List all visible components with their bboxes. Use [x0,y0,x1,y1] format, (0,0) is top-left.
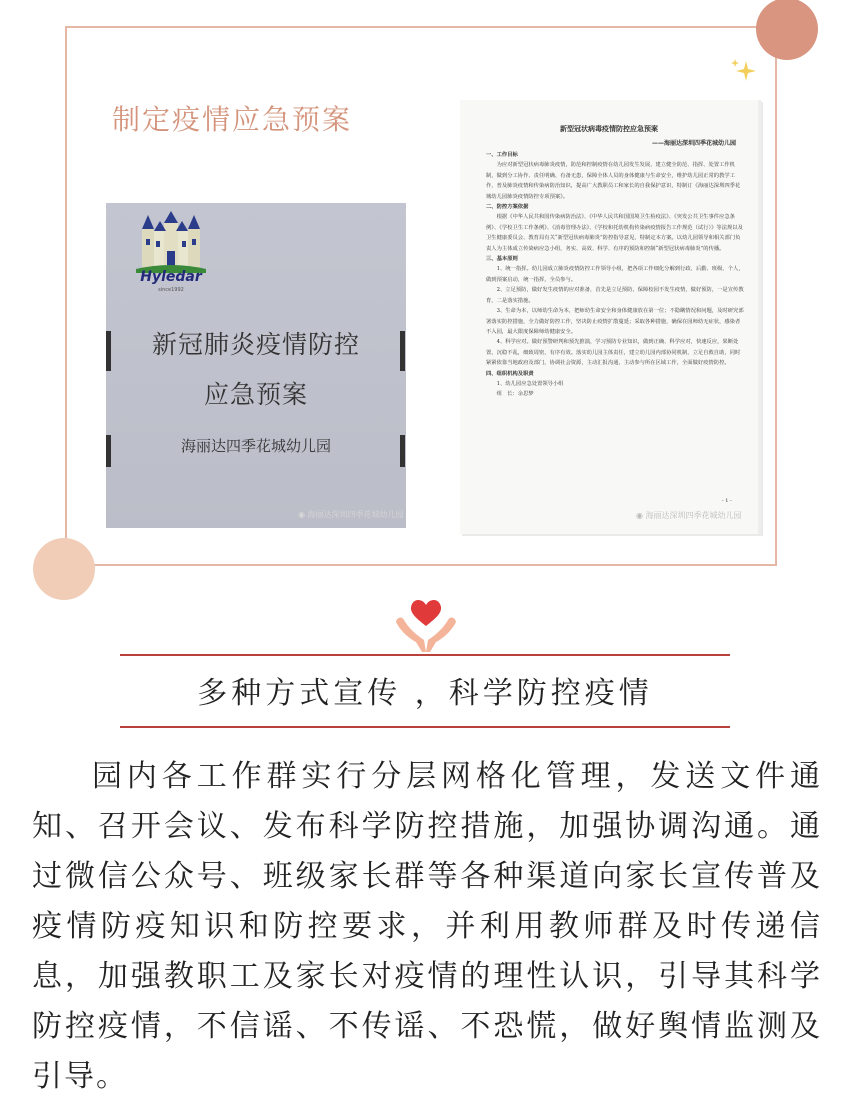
document-paragraph: 1、幼儿园应急处置领导小组 [496,380,564,387]
document-paragraph: 根据《中华人民共和国传染病防治法》、《中华人民共和国国境卫生检疫法》、《突发公共卫生事件应急条例》、《学校卫生工作条例》、《消毒管理办法》、《学校和托幼机构传染病疫情报告工作规范（试行）》等法规以及卫生健康委员会、教育局有关“新型冠状病毒肺炎”防控指导意见，特制定本方案。以幼儿园领导和相关部门负责人为主体成立传染病应急小组，务实、高效、科学、有序的预防和控制“新型冠状病毒肺炎”的传播。 [486,214,743,252]
document-body [486,150,744,400]
document-paragraph: 3、生命为本，以师幼生命为本，把师幼生命安全和身体健康放在第一位；不隐瞒情况和问题，及时研究部署落实防控措施，全力做好防控工作，坚决防止疫情扩散蔓延；采取各种措施，确保在园师幼无症状，感染者不入园，最大限度保障师幼健康安全。 [486,308,744,335]
section-title: 制定疫情应急预案 [112,103,353,136]
document-page-number: - 1 - [722,498,732,504]
binder-clip [400,331,405,371]
cover-photo [106,203,406,528]
wechat-icon: ◉ [298,510,308,519]
decorative-circle-bottom-left [33,538,95,600]
document-paragraph: 2、立足预防，做好发生疫情的应对准备，首先是立足预防，保障校园不发生疫情，做好预防，一是宣传教育，二是落实措施。 [486,287,744,304]
document-subtitle: ——海丽达深圳四季花城幼儿园 [651,140,736,147]
document-heading: 二、防控方案依据 [486,204,529,211]
binder-clip [400,435,405,467]
wechat-icon: ◉ [636,511,646,520]
document-heading: 三、基本原则 [486,256,518,263]
body-paragraph: 园内各工作群实行分层网格化管理，发送文件通知、召开会议、发布科学防控措施，加强协调沟通。通过微信公众号、班级家长群等各种渠道向家长宣传普及疫情防疫知识和防控要求，并利用教师群及时传递信息，加强教职工及家长对疫情的理性认识，引导其科学防控疫情，不信谣、不传谣、不恐慌，做好舆情监测及引导。 [32,759,822,1094]
document-title: 新型冠状病毒疫情防控应急预案 [560,124,658,133]
cover-school-name: 海丽达四季花城幼儿园 [180,437,331,455]
brand-name: Hyledar [140,269,202,285]
document-heading: 四、组织机构及职责 [486,370,534,377]
document-paragraph: 组 长：余思梦 [496,391,534,398]
brand-since: since1992 [158,287,184,293]
binder-clip [106,435,111,467]
cover-title-line2: 应急预案 [203,380,308,409]
divider-top [120,654,730,656]
watermark: ◉ 海丽达深圳四季花城幼儿园 [636,511,742,520]
castle-logo-icon [136,211,206,273]
decorative-circle-top-right [756,0,818,60]
binder-clip [106,331,111,371]
watermark: ◉ 海丽达深圳四季花城幼儿园 [298,510,404,519]
document-photo [460,100,761,534]
cover-title-line1: 新冠肺炎疫情防控 [151,330,360,359]
heart-hands-icon [394,596,458,654]
sparkle-icon [728,55,760,87]
document-paragraph: 1、统一指挥。幼儿园成立肺炎疫情防控工作领导小组，把各项工作细化分解到行政、后勤、班级、个人，做到预案启动，统一指挥，全员参与。 [486,266,744,283]
document-paragraph: 为应对新型冠状病毒肺炎疫情，防范和控制疫情在幼儿园发生发展，建立健全防范、指挥、处置工作机制，做到分工协作、责任明确、有备无患，保障全体人员的身体健康与生命安全，维护幼儿园正常的教学工作，普及肺炎疫情和传染病防治知识，提高广大教职员工和家长的自我保护意识，特制订《海丽达深圳四季花城幼儿园肺炎疫情防控专项预案》。 [486,162,741,200]
document-paragraph: 4、科学应对。做好预警研判和预先推演，学习预防专业知识，做到正确、科学应对，快速反应，果断处置，沉稳不乱，细致周密，有序有效。落实幼儿园主体责任，建立幼儿园内部协同机制，立足自救自助，同时紧紧依靠当地政府及部门，协调社会资源，主动汇报沟通，主动参与所在区域工作，全面做好疫情防控。 [486,339,741,367]
divider-bottom [120,726,730,728]
document-heading: 一、工作目标 [486,152,518,158]
section-heading: 多种方式宣传 ，科学防控疫情 [197,676,653,711]
